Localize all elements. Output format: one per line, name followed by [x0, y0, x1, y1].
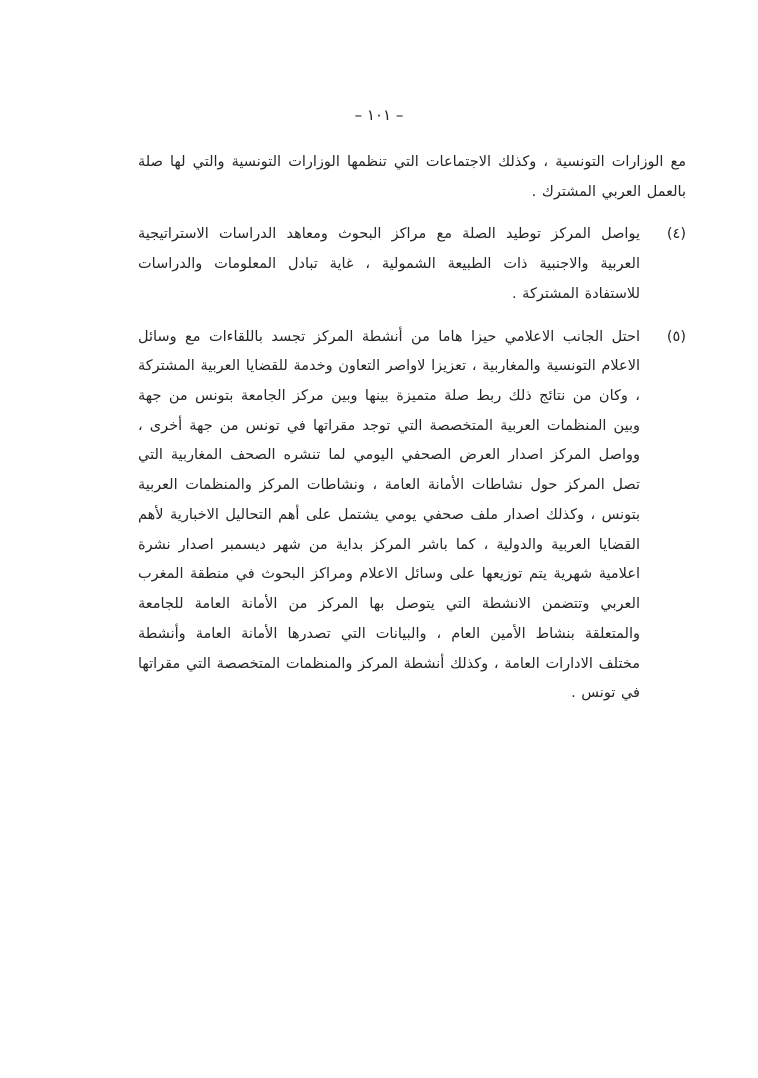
list-item-text: يواصل المركز توطيد الصلة مع مراكز البحوث ومعاهد الدراسات الاستراتيجية العربية والاجنبية ذات الطبيعة الشمولية ، غاية تبادل المعلومات والدراسات للاستفادة المشتركة . — [138, 226, 640, 302]
list-item — [138, 323, 686, 709]
page-content — [138, 148, 686, 722]
list-item-marker: (٥) — [666, 328, 686, 345]
list-item-marker: (٤) — [666, 226, 686, 243]
list-item — [138, 220, 686, 309]
page-number: – ١٠١ – — [354, 106, 404, 124]
list-item-text: احتل الجانب الاعلامي حيزا هاما من أنشطة المركز تجسد باللقاءات مع وسائل الاعلام التونسية والمغاربية ، تعزيزا لاواصر التعاون وخدمة للقضايا العربية المشتركة ، وكان من نتائج ذلك ربط صلة متميزة بينها وبين مركز الجامعة بتونس من جهة وبين المنظمات العربية المتخصصة التي توجد مقراتها في تونس من جهة أخرى ، وواصل المركز اصدار العرض الصحفي اليومي لما تنشره الصحف المغاربية التي تصل المركز حول نشاطات الأمانة العامة ، ونشاطات المركز والمنظمات العربية بتونس ، وكذلك اصدار ملف صحفي يومي يشتمل على أهم التحاليل الاخبارية لأهم القضايا العربية والدولية ، كما باشر المركز بداية من شهر ديسمبر اصدار نشرة اعلامية شهرية يتم توزيعها على وسائل الاعلام ومراكز البحوث في منطقة المغرب العربي وتتضمن الانشطة التي يتوصل بها المركز من الأمانة العامة للجامعة والمتعلقة بنشاط الأمين العام ، والبيانات التي تصدرها الأمانة العامة وأنشطة مختلف الادارات العامة ، وكذلك أنشطة المركز والمنظمات المتخصصة التي مقراتها في تونس . — [138, 328, 640, 702]
intro-paragraph: مع الوزارات التونسية ، وكذلك الاجتماعات التي تنظمها الوزارات التونسية والتي لها صلة بالعمل العربي المشترك . — [138, 154, 686, 200]
